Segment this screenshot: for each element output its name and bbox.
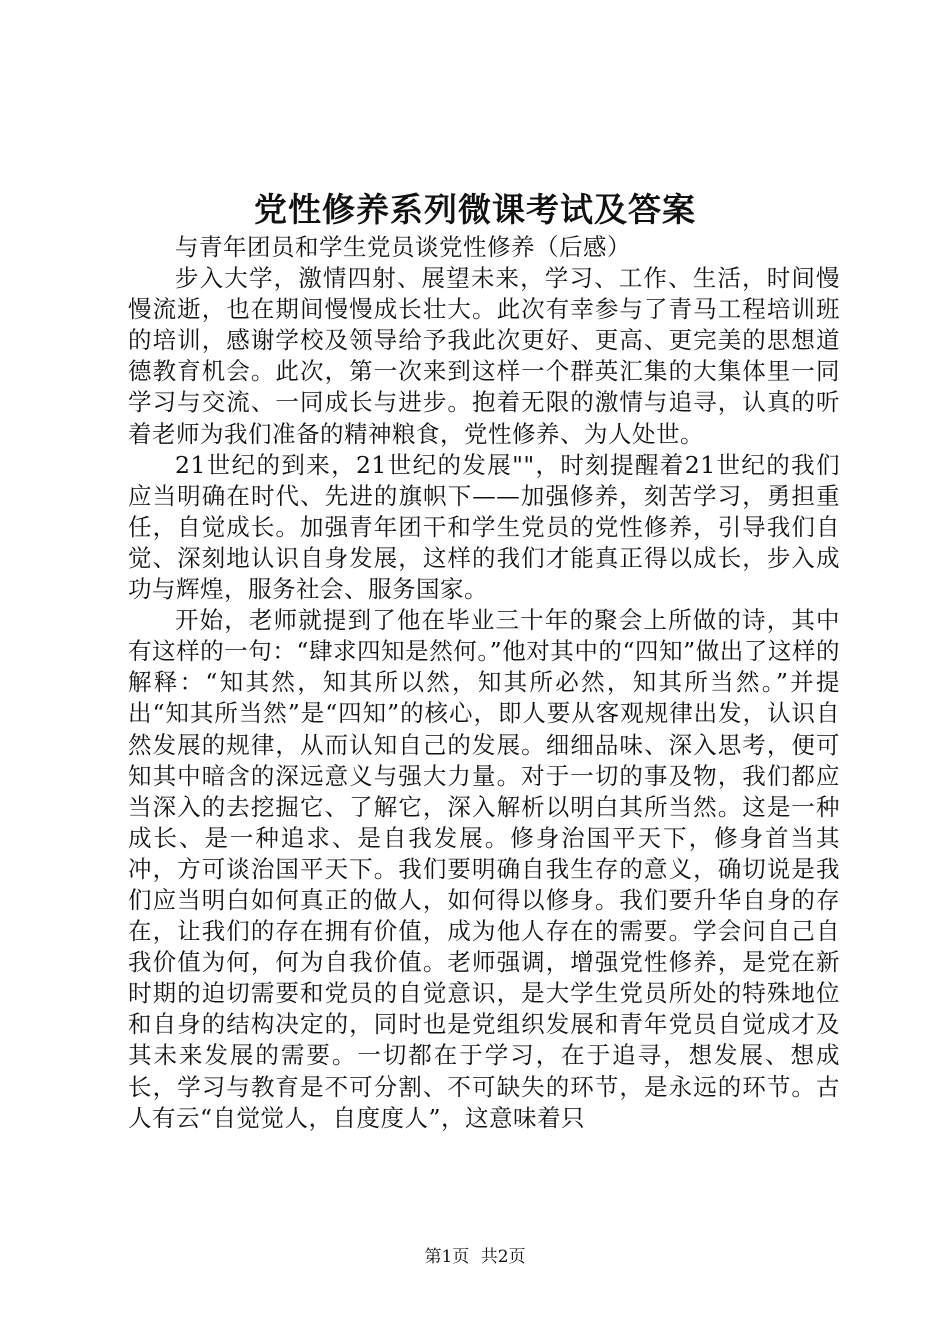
body-paragraph: 开始，老师就提到了他在毕业三十年的聚会上所做的诗，其中有这样的一句：“肆求四知是然何。”他对其中的“四知”做出了这样的解释：“知其然，知其所以然，知其所必然，知其所当然。”并提出“知其所当然”是“四知”的核心，即人要从客观规律出发，认识自然发展的规律，从而认知自己的发展。细细品味、深入思考，便可知其中暗含的深远意义与强大力量。对于一切的事及物，我们都应当深入的去挖掘它、了解它，深入解析以明白其所当然。这是一种成长、是一种追求、是自我发展。修身治国平天下，修身首当其冲，方可谈治国平天下。我们要明确自我生存的意义，确切说是我们应当明白如何真正的做人，如何得以修身。我们要升华自身的存在，让我们的存在拥有价值，成为他人存在的需要。学会问自己自我价值为何，何为自我价值。老师强调，增强党性修养，是党在新时期的迫切需要和党员的自觉意识，是大学生党员所处的特殊地位和自身的结构决定的，同时也是党组织发展和青年党员自觉成才及其未来发展的需要。一切都在于学习，在于追寻，想发展、想成长，学习与教育是不可分割、不可缺失的环节，是永远的环节。古人有云“自觉觉人，自度度人”，这意味着只 [128, 606, 840, 1132]
document-title: 党性修养系列微课考试及答案 [254, 190, 696, 229]
body-paragraph: 步入大学，激情四射、展望未来，学习、工作、生活，时间慢慢流逝，也在期间慢慢成长壮大。此次有幸参与了青马工程培训班的培训，感谢学校及领导给予我此次更好、更高、更完美的思想道德教育机会。此次，第一次来到这样一个群英汇集的大集体里一同学习与交流、一同成长与进步。抱着无限的激情与追寻，认真的听着老师为我们准备的精神粮食，党性修养、为人处世。 [128, 264, 840, 448]
page-number: 第1页 [424, 1247, 470, 1267]
subtitle-paragraph: 与青年团员和学生党员谈党性修养（后感） [175, 233, 631, 261]
document-body [128, 232, 840, 1134]
body-paragraph: 21世纪的到来，21世纪的发展""，时刻提醒着21世纪的我们应当明确在时代、先进的旗帜下——加强修养，刻苦学习，勇担重任，自觉成长。加强青年团干和学生党员的党性修养，引导我们自觉、深刻地认识自身发展，这样的我们才能真正得以成长，步入成功与辉煌，服务社会、服务国家。 [128, 450, 840, 604]
page-footer [0, 1245, 950, 1269]
page-total: 共2页 [480, 1247, 526, 1267]
